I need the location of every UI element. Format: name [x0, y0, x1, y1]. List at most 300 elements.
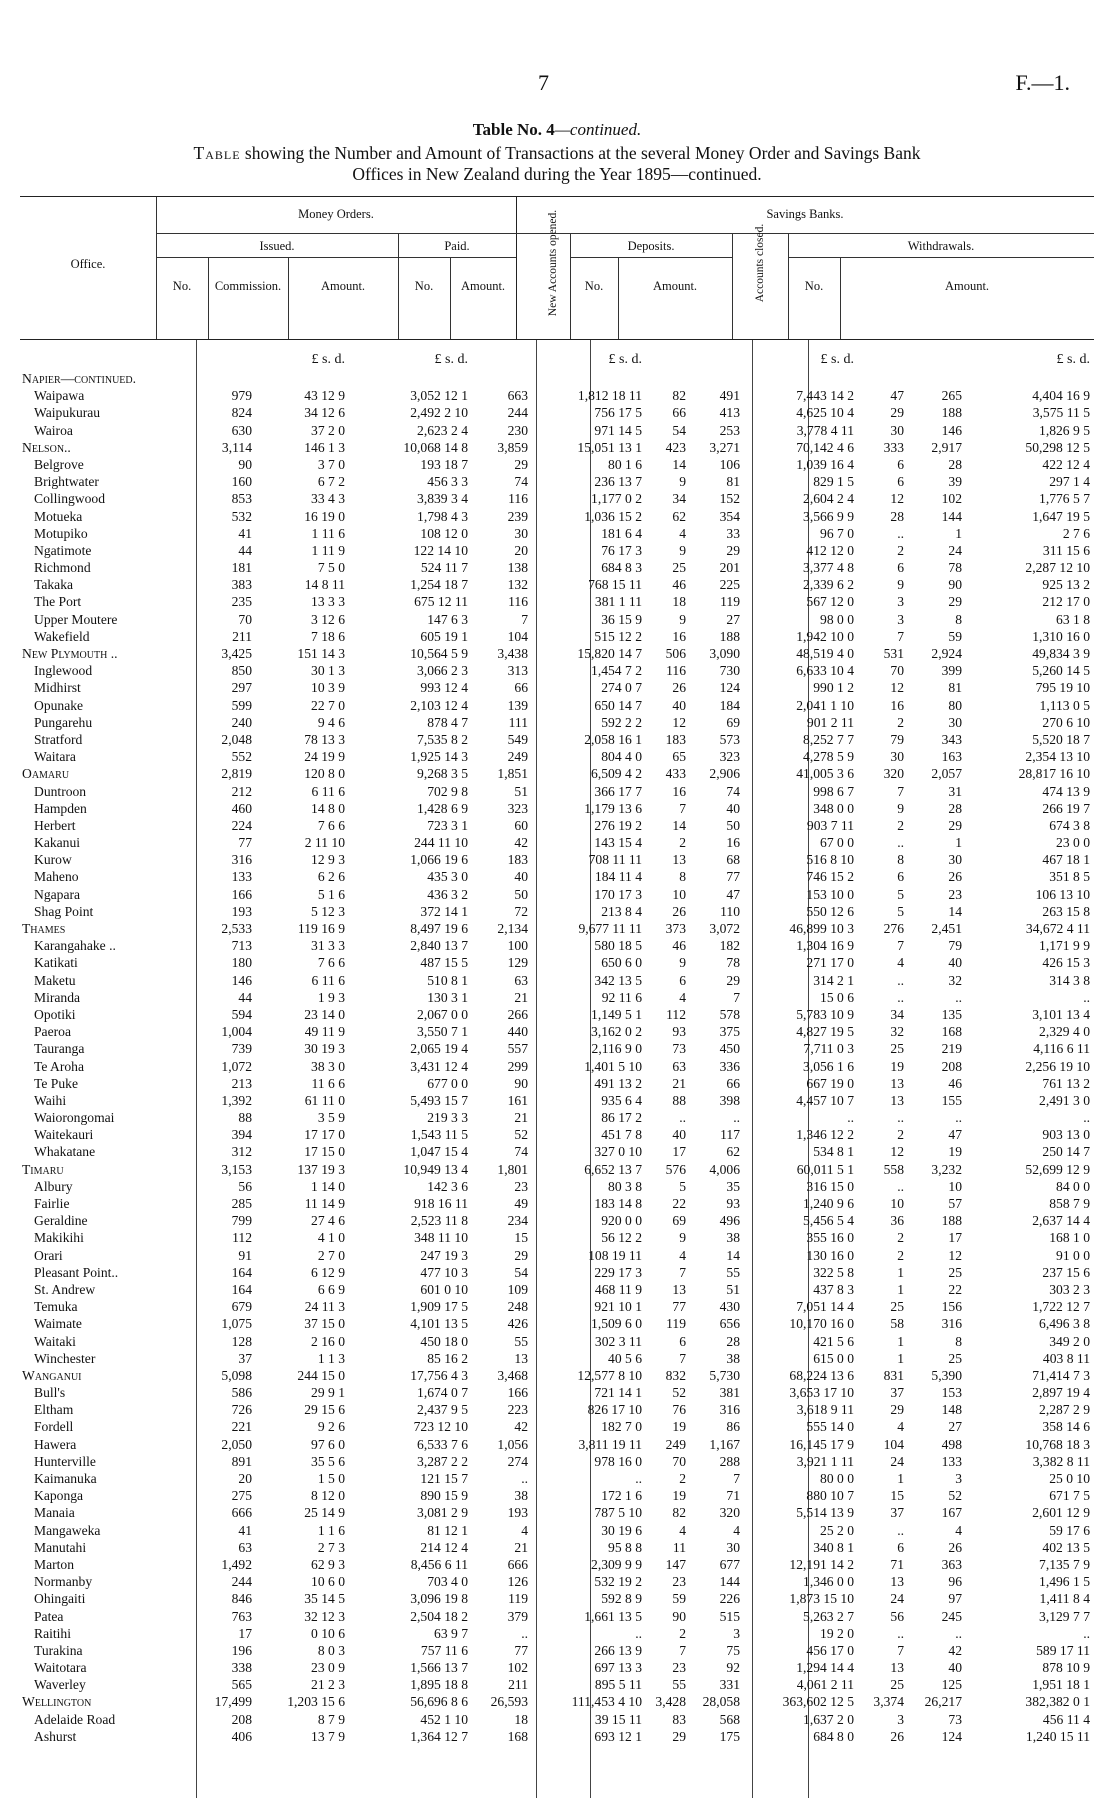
issued-amount-cell: 1,566 13 7: [410, 1660, 468, 1676]
deposits-no-cell: 27: [726, 611, 740, 627]
paid-amount-cell: 92 11 6: [601, 989, 642, 1005]
commission-header: Commission.: [214, 279, 282, 293]
commission-cell: 146 1 3: [304, 439, 345, 455]
deposits-no-cell: 316: [719, 1402, 740, 1418]
paid-amount-cell: 921 10 1: [594, 1299, 642, 1315]
issued-no-cell: 552: [231, 749, 252, 765]
new-accounts-cell: 14: [672, 456, 686, 472]
withdrawals-no-cell: 14: [948, 903, 962, 919]
deposits-no-cell: 62: [726, 1144, 740, 1160]
withdrawals-no-cell: 28: [948, 800, 962, 816]
paid-no-cell: 26,593: [490, 1694, 528, 1710]
table-row: [20, 1487, 1094, 1504]
deposits-no-cell: 568: [719, 1711, 740, 1727]
withdrawals-amount-cell: 10,768 18 3: [1025, 1436, 1090, 1452]
table-row: [20, 542, 1094, 559]
deposits-no-cell: 28,058: [702, 1694, 740, 1710]
issued-amount-cell: 918 16 11: [414, 1196, 468, 1211]
office-name: Paeroa: [34, 1024, 71, 1040]
accounts-closed-cell: 7: [897, 1642, 904, 1658]
table-row: [20, 1676, 1094, 1693]
office-name: Fairlie: [34, 1196, 70, 1211]
deposits-no-cell: 201: [719, 560, 740, 576]
new-accounts-cell: 63: [672, 1058, 686, 1074]
paid-no-cell: 129: [507, 955, 528, 971]
commission-cell: 43 12 9: [304, 388, 345, 404]
withdrawals-no-cell: ..: [955, 1625, 962, 1641]
deposits-no-cell: 74: [726, 783, 740, 799]
accounts-closed-cell: 6: [897, 1539, 904, 1555]
paid-amount-cell: 708 11 11: [588, 852, 642, 868]
paid-amount-cell: 36 15 9: [601, 611, 642, 627]
accounts-closed-cell: ..: [897, 525, 904, 541]
deposits-no-cell: 226: [719, 1591, 740, 1607]
paid-amount-cell: 935 6 4: [601, 1092, 642, 1108]
withdrawals-no-cell: 97: [948, 1591, 962, 1607]
divider: [156, 233, 516, 234]
accounts-closed-cell: 5: [897, 903, 904, 919]
withdrawals-no-cell: 124: [941, 1728, 962, 1744]
issued-amount-cell: 2,103 12 4: [410, 697, 468, 713]
issued-amount-cell: 1,047 15 4: [410, 1144, 468, 1160]
withdrawals-amount-cell: 50,298 12 5: [1025, 439, 1090, 455]
withdrawals-amount-cell: 49,834 3 9: [1032, 646, 1090, 661]
table-row: [20, 1539, 1094, 1556]
withdrawals-no-cell: 343: [941, 731, 962, 747]
withdrawals-no-cell: 29: [948, 594, 962, 610]
withdrawals-amount-cell: 3,575 11 5: [1032, 405, 1090, 421]
paid-amount-cell: 768 15 11: [588, 577, 642, 593]
issued-amount-cell: 477 10 3: [420, 1264, 468, 1280]
issued-amount-cell: 3,431 12 4: [410, 1058, 468, 1074]
deposits-no-cell: 182: [719, 938, 740, 954]
issued-amount-cell: 3,052 12 1: [410, 388, 468, 404]
table-row: [20, 748, 1094, 765]
paid-no-cell: 379: [507, 1608, 528, 1624]
withdrawals-no-cell: 78: [948, 560, 962, 576]
paid-amount-cell: 276 19 2: [594, 817, 642, 833]
paid-no-cell: 323: [507, 800, 528, 816]
paid-amount-cell: ..: [635, 1471, 642, 1486]
column-header: [20, 196, 1094, 340]
commission-cell: 29 9 1: [311, 1385, 345, 1401]
paid-no-cell: 74: [514, 1144, 528, 1160]
accounts-closed-cell: 37: [890, 1505, 904, 1521]
new-accounts-cell: 10: [672, 886, 686, 902]
new-accounts-cell: 93: [672, 1024, 686, 1040]
new-accounts-cell: 76: [672, 1402, 686, 1418]
deposits-amount-cell: 153 10 0: [806, 886, 854, 902]
deposits-no-cell: 110: [720, 903, 740, 919]
accounts-closed-cell: 7: [897, 783, 904, 799]
commission-cell: 27 4 6: [311, 1213, 345, 1229]
deposits-no-cell: 3,090: [709, 646, 740, 661]
paid-amount-cell: 697 13 3: [594, 1660, 642, 1676]
withdrawals-no-cell: 30: [948, 714, 962, 730]
table-row: [20, 1367, 1094, 1384]
paid-amount-cell: 6,652 13 7: [584, 1161, 642, 1177]
table-row: [20, 989, 1094, 1006]
paid-amount-cell: 342 13 5: [594, 972, 642, 988]
table-row: [20, 1315, 1094, 1332]
issued-no-cell: 166: [231, 886, 252, 902]
paid-amount-cell: 108 19 11: [588, 1247, 642, 1263]
accounts-closed-cell: 37: [890, 1385, 904, 1401]
paid-amount-cell: 381 1 11: [594, 594, 642, 610]
withdrawals-no-cell: 32: [948, 972, 962, 988]
deposits-no-cell: 16: [726, 835, 740, 851]
paid-amount-cell: 592 2 2: [601, 714, 642, 730]
table-row: [20, 817, 1094, 834]
issued-amount-cell: 3,081 2 9: [417, 1505, 468, 1521]
divider: [208, 257, 209, 339]
withdrawals-amount-cell: 1,310 16 0: [1032, 628, 1090, 644]
commission-cell: 24 19 9: [304, 749, 345, 765]
issued-no-cell: 37: [238, 1350, 252, 1366]
withdrawals-amount-cell: 426 15 3: [1042, 955, 1090, 971]
deposits-amount-cell: 340 8 1: [813, 1539, 854, 1555]
money-orders-header: Money Orders.: [298, 207, 374, 221]
issued-amount-cell: 3,839 3 4: [417, 491, 468, 507]
withdrawals-amount-cell: 358 14 6: [1042, 1419, 1090, 1435]
paid-amount-cell: 182 7 0: [601, 1419, 642, 1435]
deposits-amount-cell: 2,604 2 4: [803, 491, 854, 507]
withdrawals-no-cell: ..: [955, 989, 962, 1005]
issued-amount-cell: 605 19 1: [420, 628, 468, 644]
deposits-amount-cell: 3,618 9 11: [796, 1402, 854, 1418]
deposits-amount-cell: 46,899 10 3: [789, 921, 854, 936]
paid-amount-cell: 12,577 8 10: [577, 1367, 642, 1383]
issued-no-cell: 193: [231, 903, 252, 919]
accounts-closed-cell: 2: [897, 817, 904, 833]
deposits-no-cell: 93: [726, 1196, 740, 1211]
office-name: Orari: [34, 1247, 63, 1263]
paid-no-cell: 132: [507, 577, 528, 593]
office-name: Ngatimote: [34, 542, 92, 558]
paid-amount-cell: 76 17 3: [601, 542, 642, 558]
table-row: [20, 1333, 1094, 1350]
new-accounts-cell: 8: [679, 869, 686, 885]
office-name: Pungarehu: [34, 714, 93, 730]
issued-no-cell: 3,153: [221, 1161, 252, 1177]
deposits-amount-cell: 7,443 14 2: [796, 388, 854, 404]
divider: [570, 257, 732, 258]
paid-no-header: No.: [414, 279, 434, 293]
withdrawals-amount-cell: 456 11 4: [1042, 1711, 1090, 1727]
paid-amount-cell: 515 12 2: [594, 628, 642, 644]
withdrawals-no-cell: 39: [948, 474, 962, 490]
table-row: [20, 903, 1094, 920]
deposits-no-cell: 144: [719, 1574, 740, 1590]
table-row: [20, 1522, 1094, 1539]
issued-amount-cell: 122 14 10: [413, 542, 468, 558]
paid-amount-cell: 3,162 0 2: [591, 1024, 642, 1040]
commission-cell: 35 14 5: [304, 1591, 345, 1607]
table-row: [20, 1126, 1094, 1143]
table-row: [20, 731, 1094, 748]
paid-no-cell: 1,851: [497, 766, 528, 782]
withdrawals-amount-cell: 3,382 8 11: [1032, 1453, 1090, 1469]
withdrawals-amount-cell: 402 13 5: [1042, 1539, 1090, 1555]
deposits-no-cell: 573: [719, 731, 740, 747]
withdrawals-amount-cell: 1,826 9 5: [1039, 422, 1090, 438]
withdrawals-no-header: No.: [804, 279, 824, 293]
paid-no-cell: ..: [521, 1625, 528, 1641]
withdrawals-no-cell: 399: [941, 663, 962, 679]
office-name: Wanganui: [22, 1367, 82, 1383]
commission-cell: 7 18 6: [311, 628, 345, 644]
deposits-no-cell: 71: [726, 1488, 740, 1504]
commission-cell: 2 16 0: [311, 1333, 345, 1349]
accounts-closed-cell: 71: [890, 1556, 904, 1572]
deposits-amount-cell: 80 0 0: [820, 1471, 854, 1486]
table-row: [20, 1418, 1094, 1435]
office-name: Wairoa: [34, 422, 73, 438]
deposits-amount-cell: 5,263 2 7: [803, 1608, 854, 1624]
deposits-amount-cell: 15 0 6: [820, 989, 854, 1005]
office-name: St. Andrew: [34, 1281, 96, 1297]
withdrawals-no-cell: 4: [955, 1522, 962, 1538]
withdrawals-amount-cell: 349 2 0: [1049, 1333, 1090, 1349]
paid-no-cell: 266: [507, 1006, 528, 1022]
paid-amount-cell: 236 13 7: [594, 474, 642, 490]
withdrawals-amount-cell: 403 8 11: [1042, 1350, 1090, 1366]
withdrawals-amount-cell: 2 7 6: [1062, 525, 1090, 541]
deposits-amount-cell: 990 1 2: [813, 680, 854, 696]
office-name: Maketu: [34, 972, 76, 988]
paid-amount-cell: 1,036 15 2: [584, 508, 642, 524]
table-number-suffix: —continued.: [554, 120, 642, 139]
deposits-no-cell: 40: [726, 800, 740, 816]
paid-no-cell: 72: [514, 903, 528, 919]
withdrawals-no-cell: 2,057: [931, 766, 962, 782]
commission-units: £ s. d.: [311, 352, 345, 367]
office-name: Winchester: [34, 1350, 96, 1366]
accounts-closed-cell: ..: [897, 1178, 904, 1194]
deposits-no-cell: 450: [719, 1041, 740, 1057]
paid-no-cell: 549: [507, 731, 528, 747]
paid-amount-cell: 184 11 4: [594, 869, 642, 885]
new-accounts-cell: 373: [665, 921, 686, 936]
withdrawals-no-cell: 208: [941, 1058, 962, 1074]
commission-cell: 37 2 0: [311, 422, 345, 438]
withdrawals-no-cell: 25: [948, 1264, 962, 1280]
deposits-no-cell: 7: [733, 989, 740, 1005]
table-row: [20, 1590, 1094, 1607]
issued-amount-cell: 703 4 0: [427, 1574, 468, 1590]
accounts-closed-cell: 2: [897, 714, 904, 730]
table-row: [20, 1436, 1094, 1453]
issued-no-cell: 44: [238, 989, 252, 1005]
new-accounts-cell: 112: [666, 1006, 686, 1022]
commission-cell: 1 11 9: [311, 542, 345, 558]
new-accounts-cell: 83: [672, 1711, 686, 1727]
issued-no-cell: 5,098: [221, 1367, 252, 1383]
paid-no-cell: 54: [514, 1264, 528, 1280]
office-name: Oamaru: [22, 766, 70, 782]
commission-cell: 6 12 9: [311, 1264, 345, 1280]
commission-cell: 62 9 3: [311, 1556, 345, 1572]
withdrawals-amount-cell: 212 17 0: [1042, 594, 1090, 610]
paid-amount-cell: 30 19 6: [601, 1522, 642, 1538]
paid-no-cell: 119: [508, 1591, 528, 1607]
deposits-no-cell: 81: [726, 474, 740, 490]
deposits-amount-cell: 68,224 13 6: [789, 1367, 854, 1383]
table-row: [20, 851, 1094, 868]
new-accounts-cell: 2: [679, 1625, 686, 1641]
issued-no-cell: 2,050: [221, 1436, 252, 1452]
issued-amount-cell: 2,840 13 7: [410, 938, 468, 954]
paid-no-cell: 249: [507, 749, 528, 765]
paid-no-cell: 116: [508, 491, 528, 507]
commission-cell: 4 1 0: [317, 1230, 345, 1246]
withdrawals-amount-cell: 34,672 4 11: [1025, 921, 1090, 936]
issued-no-cell: 213: [231, 1075, 252, 1091]
paid-amount-cell: 1,401 5 10: [584, 1058, 642, 1074]
paid-no-cell: 239: [507, 508, 528, 524]
table-row: [20, 1092, 1094, 1109]
office-name: Hawera: [34, 1436, 77, 1452]
accounts-closed-cell: 29: [890, 1402, 904, 1418]
paid-amount-cell: 491 13 2: [594, 1075, 642, 1091]
commission-cell: 6 7 2: [317, 474, 345, 490]
office-name: Raitihi: [34, 1625, 72, 1641]
paid-no-cell: 30: [514, 525, 528, 541]
paid-amount-cell: 181 6 4: [601, 525, 642, 541]
caption-line-2: Offices in New Zealand during the Year 1895—continued.: [352, 164, 762, 184]
paid-no-cell: 21: [514, 989, 528, 1005]
withdrawals-no-cell: 146: [941, 422, 962, 438]
withdrawals-amount-cell: 168 1 0: [1049, 1230, 1090, 1246]
issued-no-cell: 594: [231, 1006, 252, 1022]
issued-amount-cell: 7,535 8 2: [417, 731, 468, 747]
deposits-amount-cell: 3,921 1 11: [796, 1453, 854, 1469]
paid-no-cell: 49: [514, 1196, 528, 1211]
deposits-no-cell: 496: [719, 1213, 740, 1229]
deposits-amount-cell: 4,457 10 7: [796, 1092, 854, 1108]
table-number: [0, 120, 1114, 140]
commission-cell: 13 3 3: [311, 594, 345, 610]
issued-amount-cell: 147 6 3: [427, 611, 468, 627]
withdrawals-amount-cell: 106 13 10: [1035, 886, 1090, 902]
withdrawals-no-cell: 81: [948, 680, 962, 696]
issued-no-cell: 196: [231, 1642, 252, 1658]
issued-no-cell: 312: [231, 1144, 252, 1160]
office-name: Kaimanuka: [34, 1471, 97, 1486]
issued-amount-cell: 2,504 18 2: [410, 1608, 468, 1624]
caption-lead: Table: [193, 143, 241, 163]
paid-no-cell: 52: [514, 1127, 528, 1143]
paid-amount-cell: 111,453 4 10: [571, 1694, 642, 1710]
new-accounts-cell: 88: [672, 1092, 686, 1108]
issued-amount-cell: 244 11 10: [414, 835, 468, 851]
withdrawals-amount-cell: ..: [1083, 1625, 1090, 1641]
office-name: Pleasant Point..: [34, 1264, 119, 1280]
paid-no-cell: 42: [514, 835, 528, 851]
issued-amount-cell: 3,550 7 1: [417, 1024, 468, 1040]
office-name: Turakina: [34, 1642, 83, 1658]
deposits-amount-cell: 316 15 0: [806, 1178, 854, 1194]
deposits-amount-cell: 516 8 10: [806, 852, 854, 868]
table-row: [20, 1109, 1094, 1126]
deposits-amount-cell: 322 5 8: [813, 1264, 854, 1280]
withdrawals-no-cell: 57: [948, 1196, 962, 1211]
withdrawals-no-cell: 24: [948, 542, 962, 558]
paid-no-cell: 166: [507, 1385, 528, 1401]
withdrawals-amount-cell: 878 10 9: [1042, 1660, 1090, 1676]
currency-units-row: [20, 352, 1094, 370]
new-accounts-cell: 423: [665, 439, 686, 455]
deposits-amount-cell: 130 16 0: [806, 1247, 854, 1263]
issued-no-cell: 853: [231, 491, 252, 507]
issued-amount-cell: 3,096 19 8: [410, 1591, 468, 1607]
commission-cell: 7 6 6: [317, 955, 345, 971]
paid-amount-units: £ s. d.: [608, 352, 642, 367]
commission-cell: 37 15 0: [304, 1316, 345, 1332]
table-row: [20, 1453, 1094, 1470]
withdrawals-amount-cell: 795 19 10: [1035, 680, 1090, 696]
new-accounts-cell: 7: [679, 800, 686, 816]
office-name: Herbert: [34, 817, 76, 833]
withdrawals-no-cell: 156: [941, 1299, 962, 1315]
withdrawals-amount-cell: 84 0 0: [1056, 1178, 1090, 1194]
office-name: Waimate: [34, 1316, 82, 1332]
paid-amount-cell: 274 0 7: [601, 680, 642, 696]
withdrawals-no-cell: 29: [948, 817, 962, 833]
commission-cell: 30 1 3: [311, 663, 345, 679]
withdrawals-amount-cell: 2,256 19 10: [1025, 1058, 1090, 1074]
withdrawals-no-cell: 2,924: [931, 646, 962, 661]
table-row: [20, 576, 1094, 593]
issued-amount-cell: 10,949 13 4: [403, 1161, 468, 1177]
deposits-no-cell: 69: [726, 714, 740, 730]
withdrawals-amount-cell: 63 1 8: [1056, 611, 1090, 627]
commission-cell: 3 12 6: [311, 611, 345, 627]
new-accounts-cell: 7: [679, 1264, 686, 1280]
paid-amount-cell: 266 13 9: [594, 1642, 642, 1658]
new-accounts-cell: 73: [672, 1041, 686, 1057]
deposits-no-cell: 2,906: [709, 766, 740, 782]
table-row: [20, 628, 1094, 645]
withdrawals-no-cell: 133: [941, 1453, 962, 1469]
table-row: [20, 714, 1094, 731]
deposits-no-cell: 38: [726, 1350, 740, 1366]
withdrawals-amount-cell: 2,637 14 4: [1032, 1213, 1090, 1229]
issued-amount-cell: 890 15 9: [420, 1488, 468, 1504]
new-accounts-cell: 9: [679, 542, 686, 558]
deposits-no-cell: 28: [726, 1333, 740, 1349]
issued-no-cell: 316: [231, 852, 252, 868]
commission-cell: 16 19 0: [304, 508, 345, 524]
paid-no-cell: 42: [514, 1419, 528, 1435]
table-row: [20, 525, 1094, 542]
new-accounts-cell: 46: [672, 938, 686, 954]
commission-cell: 2 7 3: [317, 1539, 345, 1555]
office-name: Whakatane: [34, 1144, 96, 1160]
withdrawals-amount-cell: 1,113 0 5: [1039, 697, 1090, 713]
new-accounts-cell: 29: [672, 1728, 686, 1744]
paid-amount-cell: 756 17 5: [594, 405, 642, 421]
commission-cell: 31 3 3: [311, 938, 345, 954]
new-accounts-cell: 116: [666, 663, 686, 679]
deposits-amount-cell: 19 2 0: [820, 1625, 854, 1641]
office-name: Midhirst: [34, 680, 81, 696]
issued-no-cell: 1,072: [221, 1058, 252, 1074]
withdrawals-amount-units: £ s. d.: [1056, 352, 1090, 367]
table-row: [20, 886, 1094, 903]
accounts-closed-cell: ..: [897, 972, 904, 988]
paid-no-cell: 168: [507, 1728, 528, 1744]
